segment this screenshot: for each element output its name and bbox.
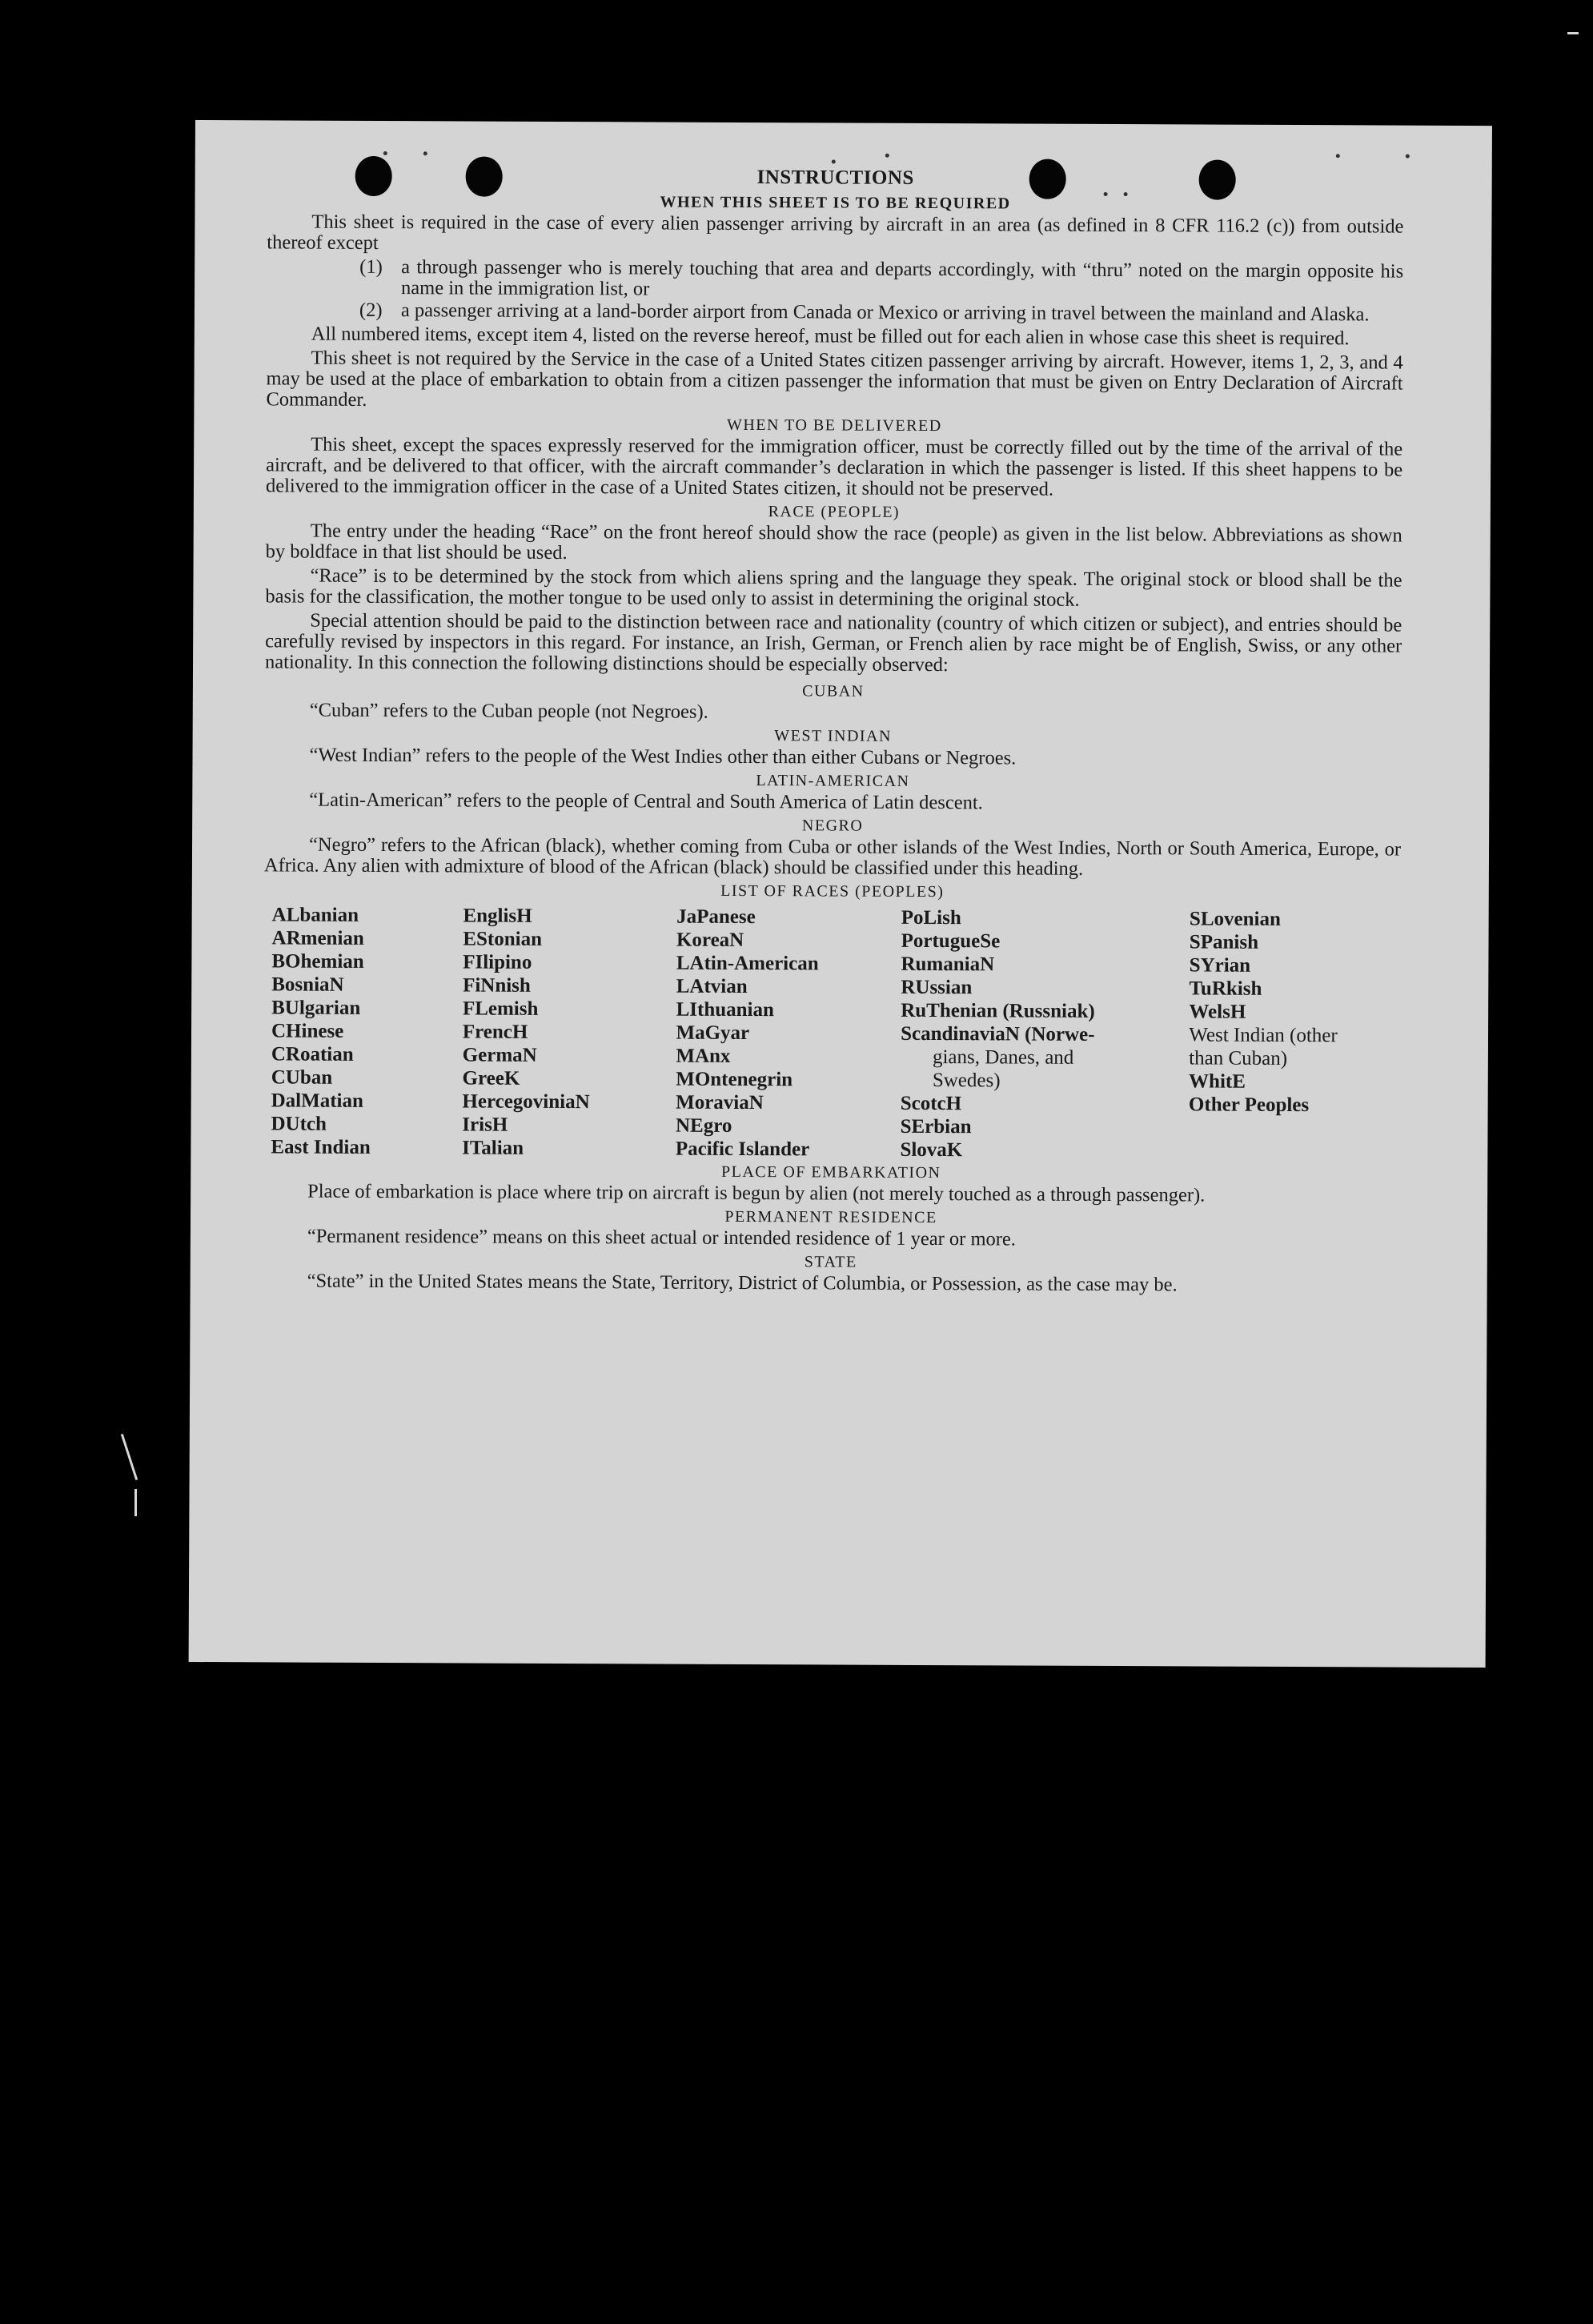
scan-speck [1406, 155, 1410, 159]
race-entry: ALbanian [271, 904, 359, 926]
races-column [263, 903, 463, 1159]
exception-text: a through passenger who is merely touching that area and departs accordingly, with “thru” noted on the margin opposite his name in the immigration list, or [401, 256, 1404, 300]
race-entry: RUssian [901, 976, 973, 999]
race-entry: Other Peoples [1188, 1094, 1310, 1117]
race-entry: LAtin-American [676, 952, 819, 975]
citizen-paragraph: This sheet is not required by the Service in the case of a United States citizen passenger arriving by aircraft. However, items 1, 2, 3, and 4 may be used at the place of embarkation to obtain from a citizen passenger the information that must be given on Entry Declaration of Aircraft Commander. [266, 347, 1403, 411]
race-entry: NEgro [675, 1114, 732, 1137]
section-heading-west-indian: WEST INDIAN [774, 727, 893, 745]
scan-speck [383, 151, 387, 155]
race-entry: HercegoviniaN [462, 1090, 590, 1114]
race-entry: LAtvian [676, 975, 748, 998]
race-entry: SlovaK [900, 1138, 963, 1162]
races-table [263, 903, 1400, 1163]
race-entry: KoreaN [676, 929, 744, 951]
when-required-intro: This sheet is required in the case of every alien passenger arriving by aircraft in an area (as defined in 8 CFR 116.2 (c)) from outside thereof except [267, 211, 1404, 254]
section-heading-cuban: CUBAN [802, 682, 865, 700]
race-entry: WhitE [1189, 1070, 1246, 1093]
latin-american-paragraph: “Latin-American” refers to the people of Central and South America of Latin descent. [309, 789, 983, 814]
section-heading-list-of-races: LIST OF RACES (PEOPLES) [720, 881, 945, 901]
race-entry: CUban [271, 1066, 333, 1089]
section-heading-when-required: WHEN THIS SHEET IS TO BE REQUIRED [660, 193, 1011, 213]
permanent-residence-paragraph: “Permanent residence” means on this sheet actual or intended residence of 1 year or more. [307, 1225, 1017, 1250]
race-entry: PortugueSe [901, 929, 1001, 953]
race-entry: gians, Danes, and [932, 1046, 1074, 1069]
scan-speck [1336, 154, 1340, 158]
race-entry: MoraviaN [676, 1091, 764, 1114]
race-entry: West Indian (other [1189, 1024, 1338, 1047]
races-column [900, 906, 1190, 1163]
exception-text: a passenger arriving at a land-border airport from Canada or Mexico or arriving in travel between the mainland and Alaska. [400, 299, 1370, 326]
exception-item [267, 256, 1403, 303]
races-column [676, 905, 901, 1162]
when-delivered-paragraph: This sheet, except the spaces expressly reserved for the immigration officer, must be correctly filled out by the time of the arrival of the aircraft, and be delivered to that officer, with the aircraft commander’s declaration in which the passenger is listed. If this sheet happens to be delivered to the immigration officer in the case of a United States citizen, it should not be preserved. [265, 433, 1403, 500]
race-entry: BosniaN [271, 973, 344, 996]
race-entry: DalMatian [271, 1090, 363, 1112]
race-entry: GermaN [462, 1044, 537, 1066]
race-entry: MOntenegrin [676, 1068, 793, 1091]
cuban-paragraph: “Cuban” refers to the Cuban people (not Negroes). [309, 699, 708, 723]
scan-speck [885, 154, 889, 158]
negro-paragraph: “Negro” refers to the African (black), whether coming from Cuba or other islands of the West Indies, North or South America, Europe, or Africa. Any alien with admixture of blood of the African (black) should be classified under this heading. [263, 833, 1402, 880]
race-entry: ITalian [462, 1137, 524, 1159]
state-paragraph: “State” in the United States means the State, Territory, District of Columbia, or Possession, as the case may be. [307, 1270, 1178, 1296]
race-entry: IrisH [462, 1114, 508, 1136]
section-heading-race: RACE (PEOPLE) [768, 503, 901, 521]
section-heading-permanent-residence: PERMANENT RESIDENCE [724, 1207, 937, 1227]
scan-speck [423, 151, 427, 155]
race-entry: FrencH [462, 1021, 528, 1043]
document-title: INSTRUCTIONS [756, 167, 914, 189]
section-heading-latin-american: LATIN-AMERICAN [756, 772, 910, 790]
section-heading-state: STATE [804, 1253, 857, 1271]
exception-number: (1) [359, 255, 383, 279]
race-entry: RuThenian (Russniak) [901, 999, 1095, 1022]
race-entry: East Indian [271, 1136, 371, 1158]
race-entry: MAnx [676, 1045, 731, 1067]
race-entry: GreeK [462, 1067, 520, 1090]
instruction-sheet [189, 120, 1492, 1668]
race-entry: ScotcH [900, 1092, 962, 1115]
section-heading-when-delivered: WHEN TO BE DELIVERED [726, 415, 942, 435]
exception-item [267, 299, 1403, 325]
scan-mark [1567, 32, 1579, 34]
scan-mark [134, 1489, 137, 1516]
race-entry: TuRkish [1189, 977, 1262, 1000]
place-of-embarkation-paragraph: Place of embarkation is place where trip on aircraft is begun by alien (not merely touched as a through passenger). [307, 1180, 1206, 1206]
race-entry: RumaniaN [901, 953, 995, 976]
race-entry: Swedes) [932, 1070, 1001, 1092]
race-paragraph: The entry under the heading “Race” on the front hereof should show the race (people) as given in the list below. Abbreviations as shown by boldface in that list should be used. [265, 520, 1402, 564]
numbered-items-paragraph: All numbered items, except item 4, listed on the reverse hereof, must be filled out for each alien in whose case this sheet is required. [311, 323, 1350, 350]
section-heading-negro: NEGRO [801, 817, 864, 835]
race-entry: BUlgarian [271, 997, 361, 1019]
races-column [462, 904, 676, 1160]
race-entry: WelsH [1189, 1001, 1246, 1023]
race-entry: CHinese [271, 1020, 344, 1042]
race-entry: BOhemian [271, 950, 364, 973]
race-paragraph: “Race” is to be determined by the stock from which aliens spring and the language they speak. The original stock or blood shall be the basis for the classification, the mother tongue to be used only to assist in determining the original stock. [265, 564, 1402, 611]
race-entry: SPanish [1189, 931, 1259, 953]
west-indian-paragraph: “West Indian” refers to the people of the West Indies other than either Cubans or Negroes. [309, 744, 1017, 769]
race-entry: DUtch [271, 1113, 327, 1135]
race-entry: FIlipino [463, 951, 532, 973]
exceptions-list [267, 256, 1403, 325]
race-entry: ScandinaviaN (Norwe- [901, 1022, 1095, 1046]
race-entry: than Cuban) [1189, 1047, 1288, 1070]
race-entry: FLemish [462, 997, 539, 1020]
race-entry: MaGyar [676, 1022, 750, 1045]
race-entry: Pacific Islander [675, 1138, 810, 1161]
race-entry: ARmenian [271, 927, 364, 949]
race-paragraph: Special attention should be paid to the distinction between race and nationality (country of which citizen or subject), and entries should be carefully revised by inspectors in this regard. For instance, an Irish, German, or French alien by race might be of English, Swiss, or any other nationality. In this connection the following distinctions should be especially observed: [264, 609, 1402, 676]
scan-mark [121, 1434, 138, 1480]
race-entry: EStonian [463, 928, 543, 950]
races-column [1189, 907, 1401, 1163]
race-entry: PoLish [901, 906, 961, 929]
exception-number: (2) [359, 299, 383, 322]
instructions-content [263, 165, 1404, 1299]
race-entry: SLovenian [1189, 908, 1281, 930]
race-entry: CRoatian [271, 1043, 354, 1066]
section-heading-place-of-embarkation: PLACE OF EMBARKATION [720, 1162, 941, 1182]
race-entry: EnglisH [463, 905, 532, 927]
scan-speck [832, 159, 836, 163]
race-entry: JaPanese [676, 905, 756, 929]
race-entry: LIthuanian [676, 998, 774, 1022]
race-entry: SYrian [1189, 954, 1251, 977]
race-entry: FiNnish [463, 974, 531, 997]
race-entry: SErbian [900, 1115, 972, 1138]
